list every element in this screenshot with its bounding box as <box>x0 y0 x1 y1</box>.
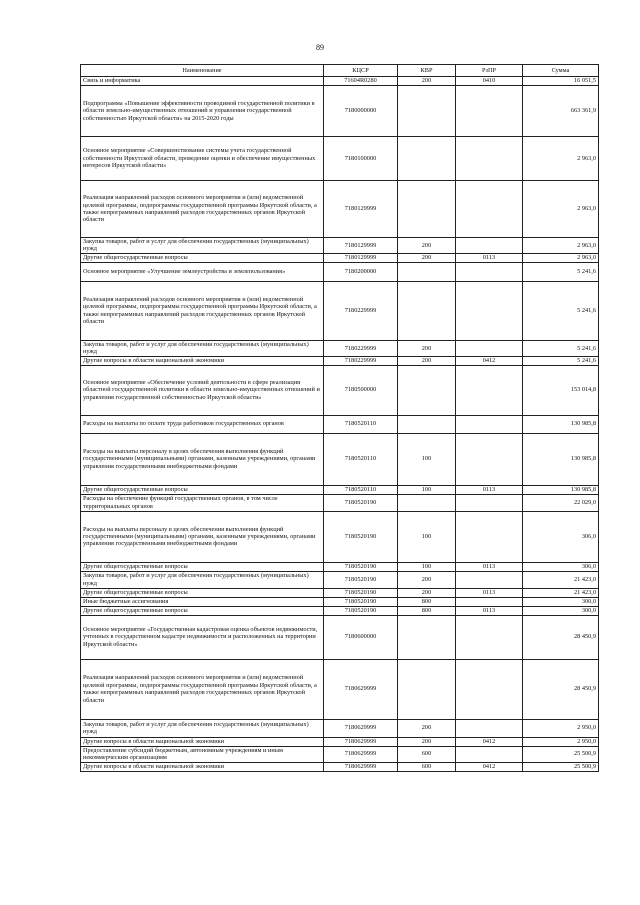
cell-kcsr: 7180629999 <box>324 737 398 746</box>
cell-kvr: 800 <box>398 597 456 606</box>
cell-name: Расходы на выплаты по оплате труда работников государственных органов <box>81 415 324 433</box>
cell-kcsr: 7180520110 <box>324 485 398 494</box>
cell-kcsr: 7180629999 <box>324 746 398 762</box>
cell-name: Закупка товаров, работ и услуг для обеспечения государственных (муниципальных) нужд <box>81 571 324 588</box>
cell-name: Другие общегосударственные вопросы <box>81 606 324 615</box>
cell-kvr: 200 <box>398 238 456 254</box>
cell-kvr <box>398 494 456 511</box>
cell-sum: 28 450,9 <box>523 659 599 719</box>
cell-kvr: 200 <box>398 588 456 597</box>
cell-kcsr: 7180520110 <box>324 433 398 485</box>
cell-kcsr: 7180129999 <box>324 253 398 262</box>
cell-name: Предоставление субсидий бюджетным, автономным учреждениям и иным некоммерческим организациям <box>81 746 324 762</box>
table-row <box>81 356 599 365</box>
cell-kvr <box>398 137 456 181</box>
header-name: Наименование <box>81 65 324 77</box>
cell-sum: 2 963,0 <box>523 238 599 254</box>
budget-table <box>80 64 599 772</box>
cell-rzpr <box>456 597 523 606</box>
cell-sum: 130 985,8 <box>523 433 599 485</box>
table-row <box>81 415 599 433</box>
table-row <box>81 365 599 415</box>
cell-kvr: 200 <box>398 571 456 588</box>
table-row <box>81 588 599 597</box>
cell-name: Другие вопросы в области национальной экономики <box>81 737 324 746</box>
cell-kvr <box>398 659 456 719</box>
cell-rzpr: 0113 <box>456 588 523 597</box>
cell-rzpr <box>456 571 523 588</box>
cell-kvr: 600 <box>398 746 456 762</box>
cell-kcsr: 7180520190 <box>324 562 398 571</box>
cell-kcsr: 7180600000 <box>324 615 398 659</box>
cell-kvr: 100 <box>398 562 456 571</box>
table-row <box>81 181 599 238</box>
table-row <box>81 762 599 771</box>
cell-name: Основное мероприятие «Улучшение землеустройства и землепользования» <box>81 262 324 281</box>
cell-sum: 300,0 <box>523 606 599 615</box>
cell-kcsr: 7180629999 <box>324 659 398 719</box>
cell-sum: 2 950,0 <box>523 719 599 737</box>
cell-sum: 153 014,8 <box>523 365 599 415</box>
cell-rzpr: 0113 <box>456 606 523 615</box>
table-row <box>81 485 599 494</box>
table-row <box>81 719 599 737</box>
table-row <box>81 262 599 281</box>
cell-name: Другие вопросы в области национальной экономики <box>81 762 324 771</box>
cell-sum: 5 241,6 <box>523 262 599 281</box>
cell-rzpr <box>456 615 523 659</box>
table-row <box>81 562 599 571</box>
cell-sum: 5 241,6 <box>523 281 599 340</box>
cell-name: Расходы на обеспечение функций государственных органов, в том числе территориальных органов <box>81 494 324 511</box>
cell-kvr: 100 <box>398 433 456 485</box>
cell-sum: 130 985,8 <box>523 485 599 494</box>
cell-sum: 25 500,9 <box>523 762 599 771</box>
cell-rzpr: 0412 <box>456 762 523 771</box>
cell-rzpr <box>456 659 523 719</box>
cell-sum: 663 361,9 <box>523 86 599 137</box>
cell-kvr <box>398 262 456 281</box>
cell-rzpr: 0410 <box>456 77 523 86</box>
cell-sum: 16 051,5 <box>523 77 599 86</box>
cell-kvr <box>398 615 456 659</box>
table-row <box>81 137 599 181</box>
cell-kcsr: 7180520190 <box>324 588 398 597</box>
cell-name: Закупка товаров, работ и услуг для обеспечения государственных (муниципальных) нужд <box>81 719 324 737</box>
cell-rzpr: 0412 <box>456 356 523 365</box>
cell-kcsr: 7180100000 <box>324 137 398 181</box>
cell-rzpr <box>456 719 523 737</box>
cell-name: Другие общегосударственные вопросы <box>81 562 324 571</box>
cell-sum: 306,0 <box>523 562 599 571</box>
table-row <box>81 597 599 606</box>
cell-rzpr <box>456 137 523 181</box>
cell-name: Основное мероприятие «Совершенствование системы учета государственной собственности Иркутской области, проведение оценки и обеспечение имущественных интересов Иркутской области» <box>81 137 324 181</box>
cell-kcsr: 7180520110 <box>324 415 398 433</box>
cell-kcsr: 71604R0280 <box>324 77 398 86</box>
table-row <box>81 281 599 340</box>
cell-kcsr: 7180520190 <box>324 571 398 588</box>
cell-sum: 300,0 <box>523 597 599 606</box>
cell-kvr: 200 <box>398 356 456 365</box>
cell-sum: 130 985,8 <box>523 415 599 433</box>
cell-kvr: 200 <box>398 77 456 86</box>
cell-sum: 2 963,0 <box>523 253 599 262</box>
header-kcsr: КЦСР <box>324 65 398 77</box>
cell-rzpr <box>456 494 523 511</box>
cell-rzpr <box>456 281 523 340</box>
table-row <box>81 340 599 356</box>
cell-kcsr: 7180229999 <box>324 356 398 365</box>
page-number: 89 <box>316 43 324 52</box>
table-row <box>81 77 599 86</box>
table-row <box>81 511 599 562</box>
cell-sum: 2 950,0 <box>523 737 599 746</box>
cell-name: Реализация направлений расходов основного мероприятия и (или) ведомственной целевой программы, подпрограммы государственной программы Иркутской области, а также непрограммных направлений расходов государственных органов Иркутской области <box>81 181 324 238</box>
cell-rzpr <box>456 433 523 485</box>
cell-name: Другие общегосударственные вопросы <box>81 588 324 597</box>
table-row <box>81 659 599 719</box>
cell-kcsr: 7180629999 <box>324 719 398 737</box>
table-row <box>81 494 599 511</box>
cell-name: Связь и информатика <box>81 77 324 86</box>
cell-kcsr: 7180500000 <box>324 365 398 415</box>
cell-kvr: 100 <box>398 485 456 494</box>
table-body <box>81 77 599 772</box>
cell-sum: 2 963,0 <box>523 137 599 181</box>
table-row <box>81 737 599 746</box>
cell-rzpr: 0113 <box>456 253 523 262</box>
table-row <box>81 253 599 262</box>
cell-kcsr: 7180520190 <box>324 511 398 562</box>
cell-name: Основное мероприятие «Обеспечение условий деятельности в сфере реализации областной государственной политики в области земельно-имущественных отношений и управления государственной собственностью Иркутской области» <box>81 365 324 415</box>
cell-rzpr <box>456 365 523 415</box>
cell-kvr: 200 <box>398 719 456 737</box>
header-sum: Сумма <box>523 65 599 77</box>
cell-kvr <box>398 365 456 415</box>
cell-kcsr: 7180129999 <box>324 238 398 254</box>
cell-rzpr <box>456 238 523 254</box>
cell-name: Расходы на выплаты персоналу в целях обеспечения выполнения функций государственными (муниципальными) органами, казенными учреждениями, органами управления государственными внебюджетными фондами <box>81 511 324 562</box>
cell-rzpr <box>456 746 523 762</box>
cell-sum: 22 029,0 <box>523 494 599 511</box>
cell-kvr <box>398 415 456 433</box>
cell-rzpr <box>456 415 523 433</box>
cell-rzpr <box>456 262 523 281</box>
header-rzpr: РзПР <box>456 65 523 77</box>
table-row <box>81 606 599 615</box>
cell-name: Другие вопросы в области национальной экономики <box>81 356 324 365</box>
table-row <box>81 238 599 254</box>
cell-rzpr <box>456 181 523 238</box>
cell-rzpr <box>456 511 523 562</box>
cell-sum: 28 450,9 <box>523 615 599 659</box>
cell-rzpr: 0412 <box>456 737 523 746</box>
cell-sum: 5 241,6 <box>523 340 599 356</box>
header-kvr: КВР <box>398 65 456 77</box>
cell-kcsr: 7180629999 <box>324 762 398 771</box>
table-row <box>81 433 599 485</box>
cell-name: Закупка товаров, работ и услуг для обеспечения государственных (муниципальных) нужд <box>81 238 324 254</box>
table-header <box>81 65 599 77</box>
cell-name: Закупка товаров, работ и услуг для обеспечения государственных (муниципальных) нужд <box>81 340 324 356</box>
cell-rzpr <box>456 86 523 137</box>
cell-sum: 5 241,6 <box>523 356 599 365</box>
cell-name: Основное мероприятие «Государственная кадастровая оценка объектов недвижимости, учтенных в государственном кадастре недвижимости и расположенных на территории Иркутской области» <box>81 615 324 659</box>
table-row <box>81 746 599 762</box>
cell-kvr: 200 <box>398 340 456 356</box>
cell-name: Другие общегосударственные вопросы <box>81 485 324 494</box>
cell-rzpr <box>456 340 523 356</box>
cell-name: Подпрограмма «Повышение эффективности проводимой государственной политики в области земельно-имущественных отношений и управления государственной собственностью Иркутской области» на 2015-2020 годы <box>81 86 324 137</box>
cell-sum: 25 500,9 <box>523 746 599 762</box>
cell-sum: 2 963,0 <box>523 181 599 238</box>
cell-kvr <box>398 181 456 238</box>
cell-rzpr: 0113 <box>456 562 523 571</box>
table-row <box>81 86 599 137</box>
cell-name: Иные бюджетные ассигнования <box>81 597 324 606</box>
cell-name: Расходы на выплаты персоналу в целях обеспечения выполнения функций государственными (муниципальными) органами, казенными учреждениями, органами управления государственными внебюджетными фондами <box>81 433 324 485</box>
cell-kvr <box>398 281 456 340</box>
cell-kcsr: 7180520190 <box>324 494 398 511</box>
cell-name: Реализация направлений расходов основного мероприятия и (или) ведомственной целевой программы, подпрограммы государственной программы Иркутской области, а также непрограммных направлений расходов государственных органов Иркутской области <box>81 281 324 340</box>
cell-sum: 306,0 <box>523 511 599 562</box>
cell-kvr: 800 <box>398 606 456 615</box>
cell-kvr: 200 <box>398 737 456 746</box>
cell-kcsr: 7180129999 <box>324 181 398 238</box>
cell-sum: 21 423,0 <box>523 571 599 588</box>
cell-kcsr: 7180229999 <box>324 281 398 340</box>
cell-kvr: 200 <box>398 253 456 262</box>
cell-kcsr: 7180520190 <box>324 597 398 606</box>
table-row <box>81 615 599 659</box>
cell-kvr <box>398 86 456 137</box>
cell-kcsr: 7180200000 <box>324 262 398 281</box>
cell-rzpr: 0113 <box>456 485 523 494</box>
cell-sum: 21 423,0 <box>523 588 599 597</box>
cell-kcsr: 7180520190 <box>324 606 398 615</box>
table-row <box>81 571 599 588</box>
cell-kvr: 600 <box>398 762 456 771</box>
cell-name: Реализация направлений расходов основного мероприятия и (или) ведомственной целевой программы, подпрограммы государственной программы Иркутской области, а также непрограммных направлений расходов государственных органов Иркутской области <box>81 659 324 719</box>
cell-name: Другие общегосударственные вопросы <box>81 253 324 262</box>
cell-kvr: 100 <box>398 511 456 562</box>
cell-kcsr: 7180229999 <box>324 340 398 356</box>
cell-kcsr: 7180000000 <box>324 86 398 137</box>
